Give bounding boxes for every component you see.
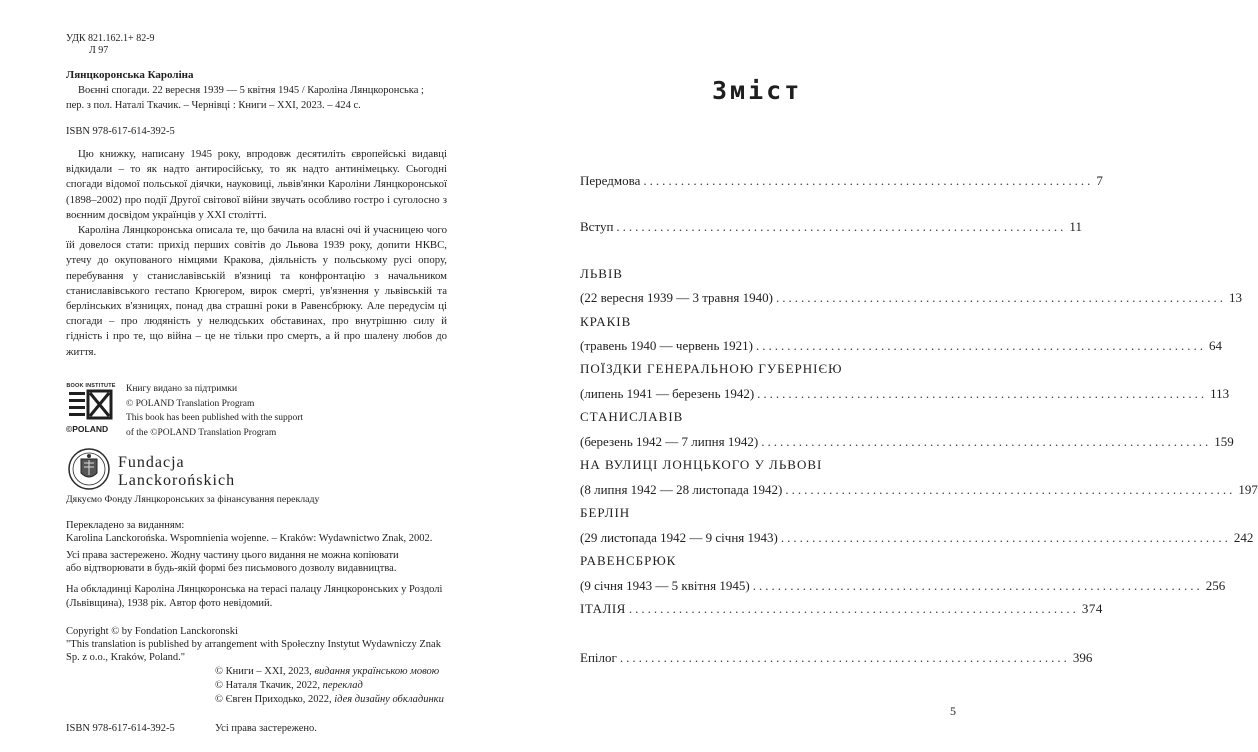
credits-block (215, 665, 444, 707)
credit-line (215, 679, 444, 693)
toc-label: (9 січня 1943 — 5 квітня 1945) (580, 578, 750, 593)
toc-entry-krakow[interactable] (580, 338, 1223, 354)
copyright-line-3: Sp. z o.o., Kraków, Poland." (66, 652, 186, 663)
toc-label: Епілог (580, 650, 617, 665)
toc-label: (8 липня 1942 — 28 листопада 1942) (580, 482, 783, 497)
toc-entry-trips[interactable] (580, 386, 1230, 402)
toc-page-number: 11 (1069, 219, 1082, 234)
cover-caption-line-1: На обкладинці Кароліна Лянцкоронська на терасі палацу Лянцкоронських у Роздолі (66, 584, 443, 595)
toc-leader: ........................................................................ (616, 219, 1067, 234)
toc-label: (липень 1941 — березень 1942) (580, 386, 755, 401)
toc-chapter-heading[interactable]: НА ВУЛИЦІ ЛОНЦЬКОГО У ЛЬВОВІ (580, 457, 823, 472)
thanks-line: Дякуємо Фонду Лянцкоронських за фінансування перекладу (66, 494, 320, 505)
credit-role: видання українською мовою (314, 666, 440, 677)
translated-from: Karolina Lanckorońska. Wspomnienia wojenne. – Kraków: Wydawnictwo Znak, 2002. (66, 533, 433, 544)
toc-leader: ........................................................................ (756, 338, 1207, 353)
toc-label: ІТАЛІЯ (580, 601, 626, 616)
fundacja-name-line-1: Fundacja (118, 454, 185, 471)
credit-holder: © Книги – XXI, 2023, (215, 666, 315, 677)
bib-line-2: пер. з пол. Наталі Ткачик. – Чернівці : Книги – XXI, 2023. – 424 с. (66, 100, 361, 111)
copyright-line-1: Copyright © by Fondation Lanckoronski (66, 626, 238, 637)
copyright-line-2: "This translation is published by arrangement with Społeczny Instytut Wydawniczy Znak (66, 639, 441, 650)
fundacja-name (118, 454, 235, 490)
toc-label: (травень 1940 — червень 1921) (580, 338, 754, 353)
toc-leader: ........................................................................ (761, 434, 1212, 449)
toc-leader: ........................................................................ (775, 290, 1226, 305)
rights-line-2: або відтворювати в будь-якій формі без письмового дозволу видавництва. (66, 563, 397, 574)
toc-entry-stanyslaviv[interactable] (580, 434, 1234, 450)
toc-label: Вступ (580, 219, 614, 234)
isbn-bottom: ISBN 978-617-614-392-5 (66, 723, 175, 734)
toc-leader: ........................................................................ (619, 650, 1070, 665)
toc-page-number: 13 (1228, 290, 1242, 305)
toc-entry-epilogue[interactable] (580, 650, 1093, 666)
toc-chapter-heading[interactable]: РАВЕНСБРЮК (580, 553, 677, 568)
toc-chapter-heading[interactable]: БЕРЛІН (580, 505, 631, 520)
toc-label: Передмова (580, 173, 641, 188)
contents-title: Зміст (712, 76, 803, 105)
credit-role: ідея дизайну обкладинки (334, 694, 444, 705)
credit-holder: © Євген Приходько, 2022, (215, 694, 335, 705)
toc-page-number: 7 (1096, 173, 1103, 188)
toc-entry-foreword[interactable] (580, 173, 1103, 189)
cover-caption-line-2: (Львівщина), 1938 рік. Автор фото невідомий. (66, 598, 273, 609)
support-line: of the ©POLAND Translation Program (126, 427, 277, 438)
udk-code: УДК 821.162.1+ 82-9 (66, 33, 155, 44)
page-number: 5 (950, 704, 956, 718)
annotation-paragraph-1: Цю книжку, написану 1945 року, впродовж десятиліть європейські видавці відкидали – то як надто антиросійську, то як надто антинімецьку. Сьогодні спогади відомої польської діячки, науковиці, львів'янки Кароліни Лянцкоронської (1898–2002) про події Другої світової війни звучать особливо гостро і суголосно з воєнним досвідом українців у XXI столітті. (66, 148, 447, 221)
book-institute-mark-icon (66, 389, 114, 423)
translated-from-label: Перекладено за виданням: (66, 520, 185, 531)
toc-entry-berlin[interactable] (580, 530, 1254, 546)
toc-chapter-heading[interactable]: ПОЇЗДКИ ГЕНЕРАЛЬНОЮ ГУБЕРНІЄЮ (580, 361, 843, 376)
credit-line (215, 693, 444, 707)
toc-leader: ........................................................................ (780, 530, 1231, 545)
annotation (66, 147, 447, 360)
rights-short: Усі права застережено. (215, 723, 317, 734)
toc-chapter-heading[interactable]: СТАНИСЛАВІВ (580, 409, 684, 424)
support-line: This book has been published with the support (126, 413, 304, 423)
toc-page-number: 197 (1238, 482, 1258, 497)
annotation-paragraph-2: Кароліна Лянцкоронська описала те, що бачила на власні очі й учасницею чого їй довелося стати: прихід перших совітів до Львова 1939 року, допити НКВС, утечу до окупованого німцями Кракова, діяльність у польському русі опору, перебування у станиславівській в'язниці та конфронтацію з начальником станиславівського гестапо Крюгером, вирок смерті, ув'язнення у львівській та берлінських в'язницях, понад два страшні роки в Равенсбрюку. Але передусім ці спогади – про людяність у нелюдських обставинах, про внутрішню силу й гідність і про те, що війна – це не тільки про смерть, а й про шалену любов до життя. (66, 224, 447, 358)
toc-entry-lviv[interactable] (580, 290, 1242, 306)
poland-logo-text: ©POLAND (66, 424, 109, 434)
toc-page-number: 64 (1209, 338, 1223, 353)
toc-label: (29 листопада 1942 — 9 січня 1943) (580, 530, 778, 545)
toc-leader: ........................................................................ (643, 173, 1094, 188)
toc-chapter-heading[interactable]: КРАКІВ (580, 314, 632, 329)
support-line: © POLAND Translation Program (126, 398, 255, 409)
fundacja-name-line-2: Lanckorońskich (118, 472, 236, 489)
library-code: Л 97 (89, 45, 109, 56)
book-institute-logo-text: BOOK INSTITUTE (66, 383, 116, 389)
author-heading: Лянцкоронська Кароліна (66, 69, 194, 81)
toc-page-number: 256 (1205, 578, 1226, 593)
fundacja-crest-icon (66, 447, 112, 491)
toc-page-number: 396 (1072, 650, 1093, 665)
isbn-top: ISBN 978-617-614-392-5 (66, 126, 175, 137)
credit-role: переклад (322, 680, 363, 691)
toc-page-number: 159 (1214, 434, 1234, 449)
credit-holder: © Наталя Ткачик, 2022, (215, 680, 323, 691)
toc-label: (березень 1942 — 7 липня 1942) (580, 434, 759, 449)
toc-leader: ........................................................................ (752, 578, 1203, 593)
support-line: Книгу видано за підтримки (126, 384, 238, 394)
toc-leader: ........................................................................ (785, 482, 1236, 497)
bib-line-1: Воєнні спогади. 22 вересня 1939 — 5 квітня 1945 / Кароліна Лянцкоронська ; (78, 85, 424, 96)
toc-entry-italy[interactable] (580, 601, 1103, 617)
toc-chapter-heading[interactable]: ЛЬВІВ (580, 266, 623, 281)
toc-entry-introduction[interactable] (580, 219, 1082, 235)
toc-page-number: 113 (1210, 386, 1230, 401)
toc-page-number: 242 (1233, 530, 1254, 545)
support-credits (126, 382, 303, 440)
toc-label: (22 вересня 1939 — 3 травня 1940) (580, 290, 773, 305)
toc-page-number: 374 (1081, 601, 1103, 616)
book-institute-logo (66, 383, 116, 439)
toc-leader: ........................................................................ (628, 601, 1079, 616)
toc-entry-ravensbruck[interactable] (580, 578, 1226, 594)
toc-leader: ........................................................................ (757, 386, 1208, 401)
toc-entry-lontskoho[interactable] (580, 482, 1258, 498)
rights-line-1: Усі права застережено. Жодну частину цього видання не можна копіювати (66, 550, 399, 561)
credit-line (215, 665, 444, 679)
